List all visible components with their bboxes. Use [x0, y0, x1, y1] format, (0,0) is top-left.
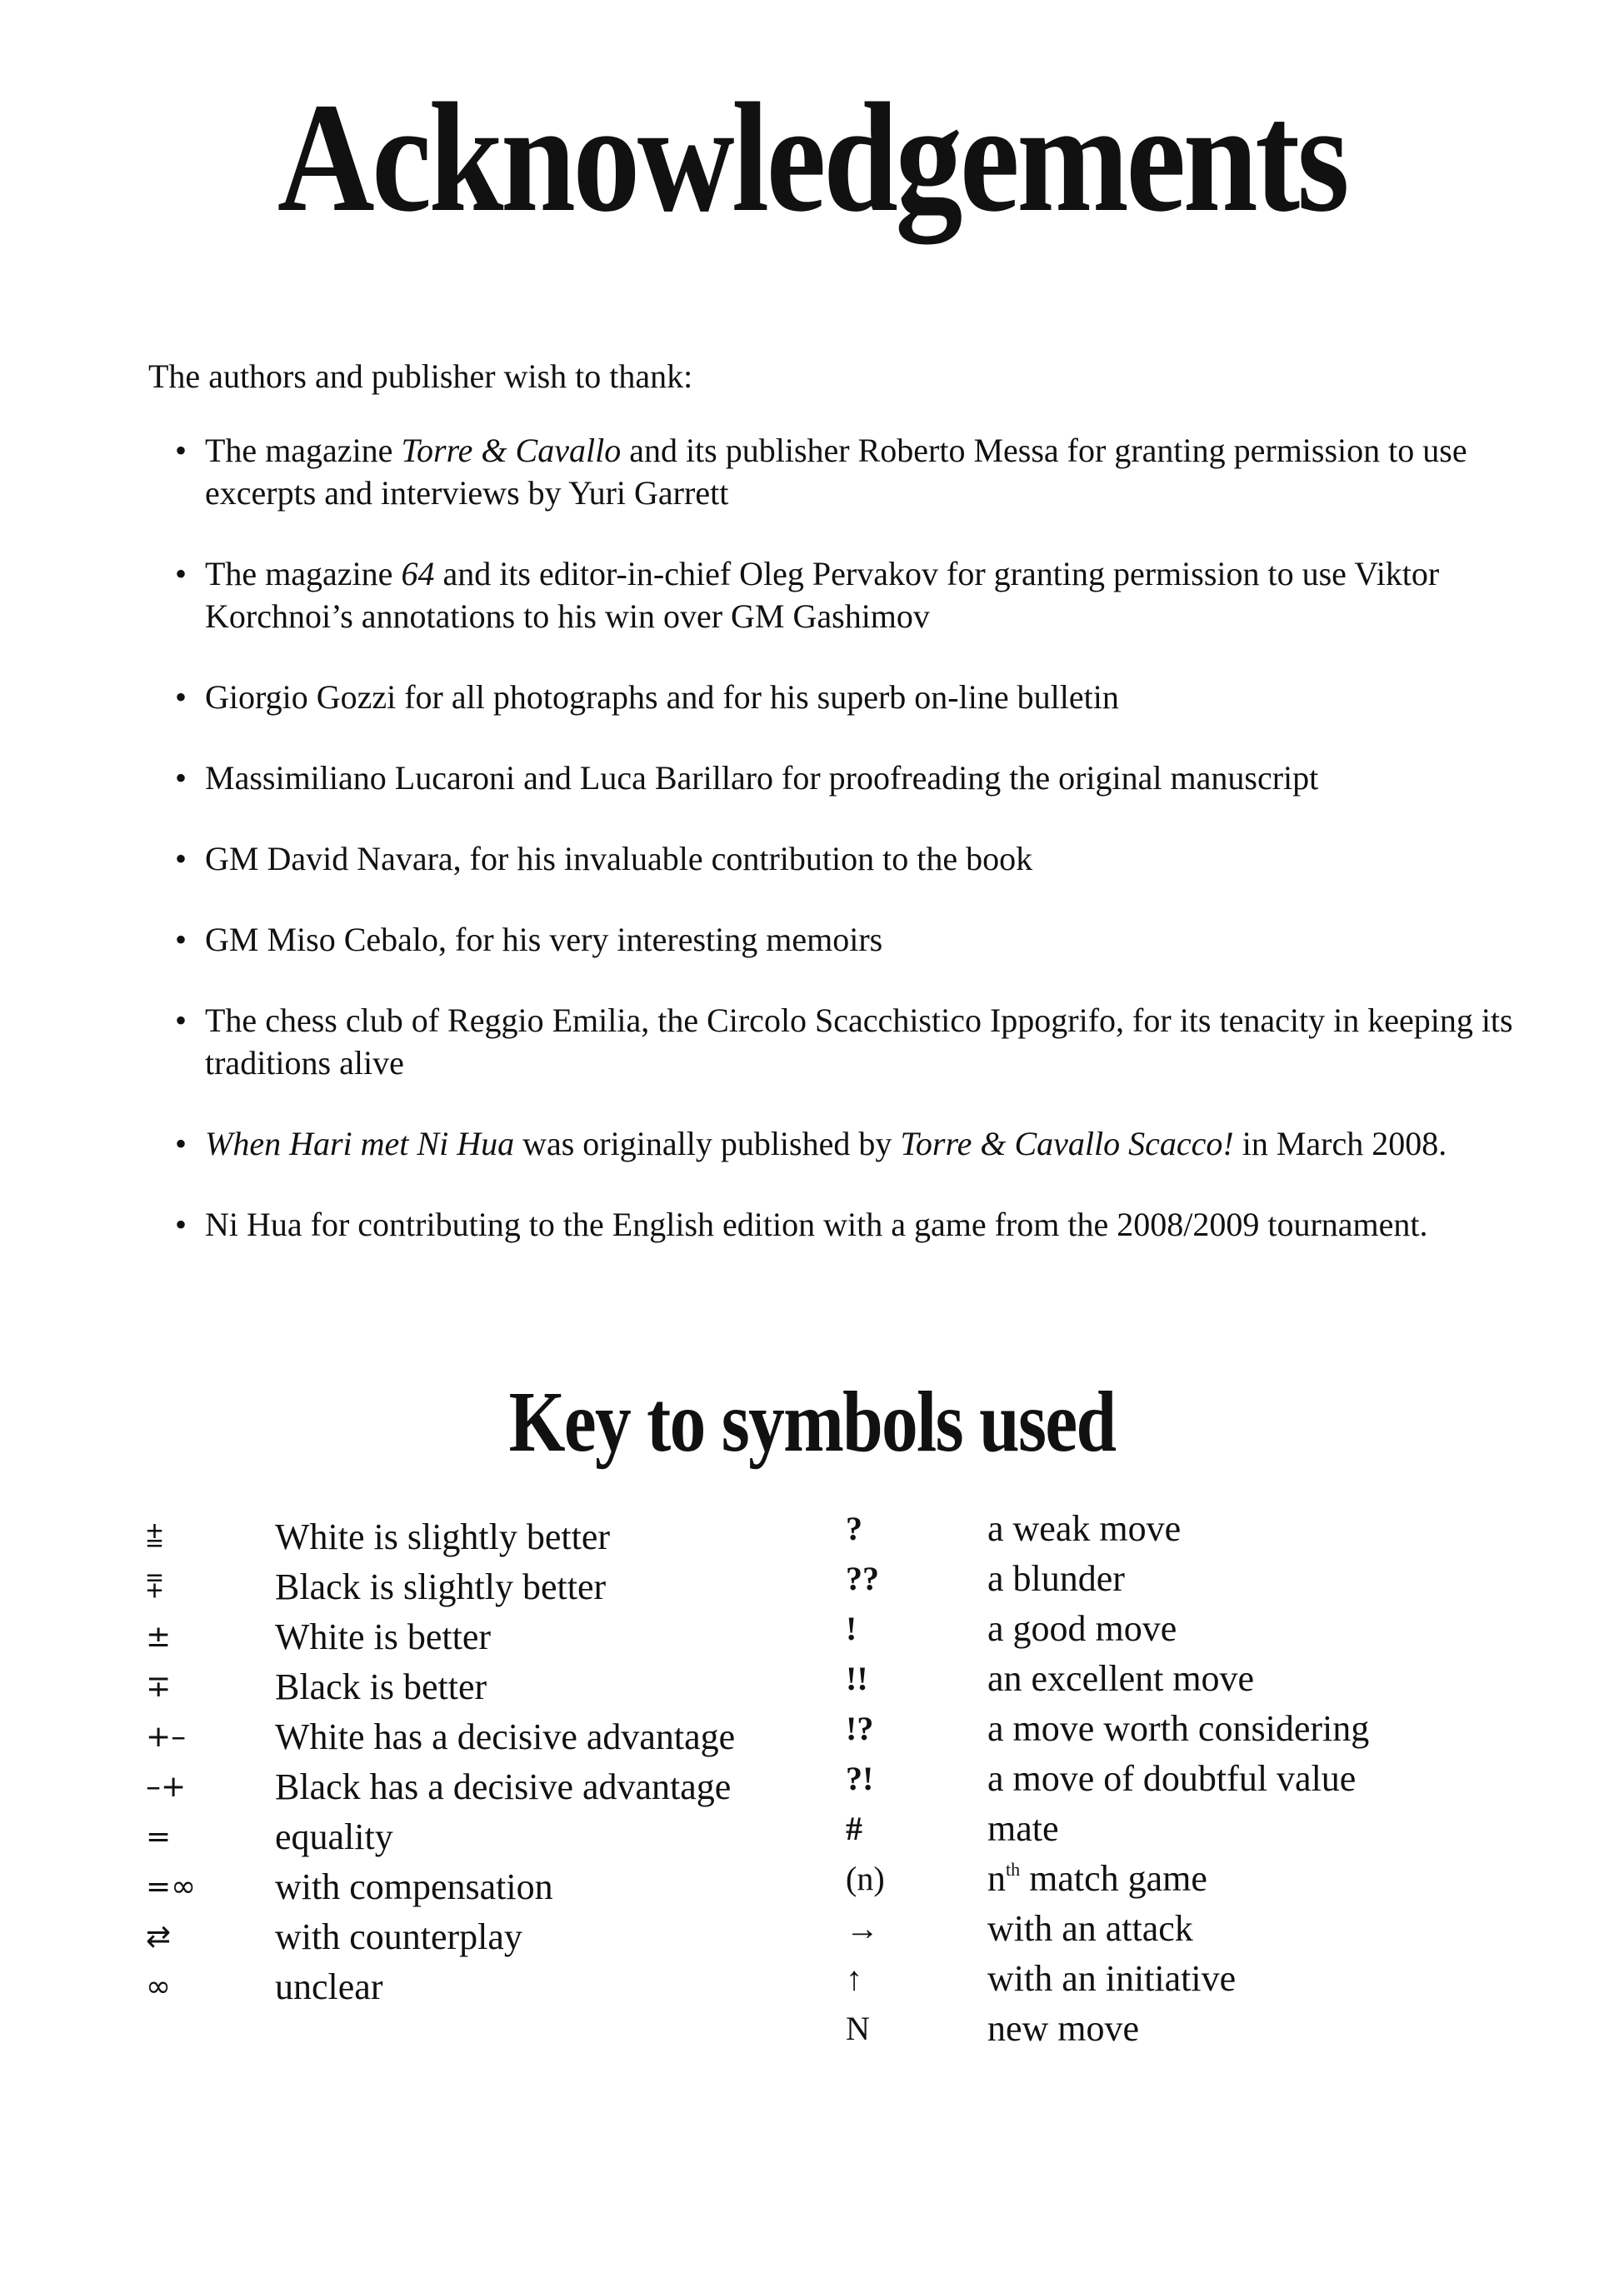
symbol-icon: (n) — [846, 1860, 885, 1897]
item-italic: Torre & Cavallo Scacco! — [900, 1125, 1234, 1162]
arrow-up-icon: ↑ — [846, 1960, 862, 1997]
symbol-meaning: new move — [987, 2008, 1140, 2049]
list-item — [175, 837, 1525, 880]
table-row — [146, 1912, 735, 1962]
item-text: The chess club of Reggio Emilia, the Circolo Scacchistico Ippogrifo, for its tenacity in keeping its traditions alive — [205, 1002, 1513, 1082]
bullet-icon: • — [175, 840, 187, 877]
list-item — [175, 429, 1525, 514]
item-text: Giorgio Gozzi for all photographs and for his superb on-line bulletin — [205, 678, 1119, 716]
symbol-icon: ?! — [846, 1760, 874, 1797]
symbol-icon: ?? — [846, 1560, 879, 1597]
item-text: GM Miso Cebalo, for his very interesting memoirs — [205, 921, 883, 958]
table-row — [146, 1662, 735, 1712]
symbol-icon: ⩱ — [146, 1570, 164, 1604]
item-text: Massimiliano Lucaroni and Luca Barillaro for proofreading the original manuscript — [205, 759, 1319, 797]
symbol-meaning: equality — [275, 1816, 393, 1857]
bullet-icon: • — [175, 1206, 187, 1243]
item-text: was originally published by — [514, 1125, 901, 1162]
bullet-icon: • — [175, 1002, 187, 1039]
table-row — [846, 1604, 1369, 1654]
item-italic: Torre & Cavallo — [401, 432, 622, 469]
list-item — [175, 1203, 1525, 1246]
symbol-meaning: mate — [987, 1808, 1059, 1849]
symbol-meaning: with counterplay — [275, 1916, 522, 1957]
list-item — [175, 999, 1525, 1084]
item-text: and its publisher Roberto Messa for granting permission to use excerpts and interviews by Yuri Garrett — [205, 432, 1467, 512]
symbol-icon: ⩲ — [146, 1520, 164, 1554]
bullet-icon: • — [175, 432, 187, 469]
item-text: in March 2008. — [1233, 1125, 1447, 1162]
bullet-icon: • — [175, 759, 187, 797]
intro-text: The authors and publisher wish to thank: — [148, 357, 693, 395]
symbol-icon: ? — [846, 1510, 862, 1547]
symbols-table-left — [146, 1512, 735, 2012]
symbol-icon: =∞ — [146, 1870, 197, 1904]
table-row — [146, 1512, 735, 1562]
list-item — [175, 757, 1525, 799]
symbol-icon: ! — [846, 1610, 857, 1647]
symbol-meaning: a weak move — [987, 1508, 1182, 1549]
table-row — [846, 1704, 1369, 1754]
table-row — [846, 1504, 1369, 1554]
page-title: Acknowledgements — [277, 70, 1347, 244]
symbol-icon: ⇄ — [146, 1920, 172, 1954]
symbol-meaning: with an attack — [987, 1908, 1193, 1949]
symbol-icon: N — [846, 2010, 870, 2047]
symbol-meaning: a move worth considering — [987, 1708, 1370, 1749]
symbol-meaning: a move of doubtful value — [987, 1758, 1357, 1799]
symbol-meaning: White has a decisive advantage — [275, 1716, 736, 1757]
list-item — [175, 1122, 1525, 1165]
symbol-meaning-part: match game — [1020, 1858, 1207, 1899]
item-text: The magazine — [205, 555, 402, 592]
list-item — [175, 676, 1525, 718]
symbol-icon: ∞ — [146, 1970, 171, 2004]
symbol-icon: –+ — [146, 1770, 187, 1804]
symbol-meaning: Black is better — [275, 1666, 487, 1707]
symbol-meaning — [987, 1854, 1369, 1904]
table-row — [846, 2004, 1369, 2054]
table-row — [846, 1554, 1369, 1604]
symbol-icon: !! — [846, 1660, 868, 1697]
acknowledgement-list — [175, 429, 1525, 1284]
symbol-icon: = — [146, 1820, 172, 1854]
item-text: GM David Navara, for his invaluable contribution to the book — [205, 840, 1033, 877]
bullet-icon: • — [175, 678, 187, 716]
symbol-meaning: White is slightly better — [275, 1516, 611, 1557]
table-row — [846, 1904, 1369, 1954]
symbol-meaning: White is better — [275, 1616, 492, 1657]
bullet-icon: • — [175, 555, 187, 592]
symbol-icon: +– — [146, 1720, 187, 1754]
table-row — [846, 1954, 1369, 2004]
table-row — [146, 1862, 735, 1912]
symbol-icon: !? — [846, 1710, 874, 1747]
symbol-meaning: an excellent move — [987, 1658, 1255, 1699]
table-row — [146, 1762, 735, 1812]
symbol-icon: ± — [146, 1620, 172, 1654]
table-row — [846, 1654, 1369, 1704]
item-text: and its editor-in-chief Oleg Pervakov for granting permission to use Viktor Korchnoi’s annotations to his win over GM Gashimov — [205, 555, 1440, 635]
symbol-meaning: a good move — [987, 1608, 1177, 1649]
item-italic: 64 — [401, 555, 435, 592]
symbol-icon: # — [846, 1810, 862, 1847]
table-row — [846, 1854, 1369, 1904]
table-row — [146, 1812, 735, 1862]
symbol-meaning: a blunder — [987, 1558, 1125, 1599]
symbols-table-right — [846, 1504, 1369, 2054]
table-row — [846, 1804, 1369, 1854]
symbol-meaning: with an initiative — [987, 1958, 1237, 1999]
table-row — [846, 1754, 1369, 1804]
list-item — [175, 552, 1525, 637]
table-row — [146, 1962, 735, 2012]
item-italic: When Hari met Ni Hua — [205, 1125, 515, 1162]
symbol-meaning-sup: th — [1006, 1859, 1021, 1880]
key-title: Key to symbols used — [508, 1374, 1116, 1470]
bullet-icon: • — [175, 921, 187, 958]
symbol-meaning: Black is slightly better — [275, 1566, 607, 1607]
table-row — [146, 1712, 735, 1762]
table-row — [146, 1612, 735, 1662]
symbol-meaning: Black has a decisive advantage — [275, 1766, 732, 1807]
symbol-icon: ∓ — [146, 1670, 172, 1704]
symbol-meaning: with compensation — [275, 1866, 553, 1907]
item-text: The magazine — [205, 432, 402, 469]
arrow-right-icon: → — [846, 1910, 879, 1947]
table-row — [146, 1562, 735, 1612]
item-text: Ni Hua for contributing to the English edition with a game from the 2008/2009 tournament. — [205, 1206, 1428, 1243]
symbol-meaning: unclear — [275, 1966, 383, 2007]
list-item — [175, 918, 1525, 961]
bullet-icon: • — [175, 1125, 187, 1162]
symbol-meaning-part: n — [987, 1858, 1006, 1899]
